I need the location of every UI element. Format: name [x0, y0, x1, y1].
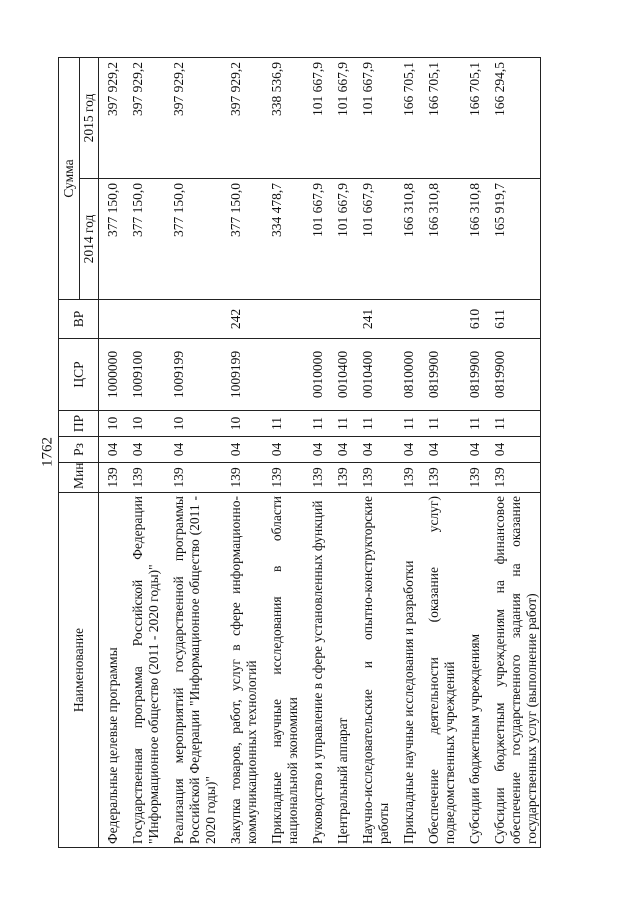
cell-name: Государственная программа Российской Федерации "Информационное общество (2011 - 2020 годы)"	[121, 493, 162, 848]
cell-vr	[99, 300, 122, 339]
header-row	[59, 57, 80, 847]
header-min: Мин	[59, 463, 99, 493]
cell-vr	[301, 300, 326, 339]
cell-csr: 0819900	[417, 339, 458, 411]
table-row	[392, 57, 417, 847]
page-number: 1762	[39, 437, 56, 467]
table-row	[458, 57, 483, 847]
cell-y2015: 397 929,2	[121, 57, 162, 178]
cell-y2014: 377 150,0	[99, 179, 122, 300]
cell-y2014: 166 310,8	[392, 179, 417, 300]
cell-vr: 241	[351, 300, 392, 339]
header-rz: Рз	[59, 437, 99, 463]
cell-name: Реализация мероприятий государственной программы Российской Федерации "Информационное общество (2011 - 2020 годы)"	[162, 493, 219, 848]
header-pr: ПР	[59, 411, 99, 437]
table-row	[162, 57, 219, 847]
cell-min: 139	[417, 463, 458, 493]
table-row	[260, 57, 301, 847]
cell-min: 139	[351, 463, 392, 493]
cell-rz: 04	[162, 437, 219, 463]
cell-csr: 1009199	[162, 339, 219, 411]
table-row	[219, 57, 260, 847]
cell-pr: 10	[219, 411, 260, 437]
table-row	[99, 57, 122, 847]
cell-csr: 0810000	[392, 339, 417, 411]
budget-table	[58, 57, 541, 848]
cell-name: Субсидии бюджетным учреждениям на финансовое обеспечение государственного задания на оказание государственных услуг (выполнение работ)	[483, 493, 541, 848]
cell-min: 139	[301, 463, 326, 493]
header-vr: ВР	[59, 300, 99, 339]
cell-vr	[260, 300, 301, 339]
cell-y2014: 101 667,9	[326, 179, 351, 300]
cell-min: 139	[99, 463, 122, 493]
table-row	[121, 57, 162, 847]
cell-pr: 11	[351, 411, 392, 437]
cell-name: Закупка товаров, работ, услуг в сфере информационно-коммуникационных технологий	[219, 493, 260, 848]
table-row	[351, 57, 392, 847]
cell-rz: 04	[417, 437, 458, 463]
cell-csr: 0010400	[326, 339, 351, 411]
cell-vr: 242	[219, 300, 260, 339]
cell-y2014: 165 919,7	[483, 179, 541, 300]
header-csr: ЦСР	[59, 339, 99, 411]
cell-min: 139	[326, 463, 351, 493]
cell-name: Прикладные научные исследования в области национальной экономики	[260, 493, 301, 848]
cell-rz: 04	[121, 437, 162, 463]
cell-min: 139	[162, 463, 219, 493]
cell-vr	[417, 300, 458, 339]
cell-name: Прикладные научные исследования и разработки	[392, 493, 417, 848]
cell-y2015: 166 705,1	[417, 57, 458, 178]
cell-y2014: 101 667,9	[351, 179, 392, 300]
rotated-page	[58, 58, 586, 848]
cell-pr: 10	[99, 411, 122, 437]
cell-y2015: 338 536,9	[260, 57, 301, 178]
cell-pr: 11	[417, 411, 458, 437]
cell-y2015: 101 667,9	[326, 57, 351, 178]
cell-y2015: 397 929,2	[219, 57, 260, 178]
cell-y2014: 334 478,7	[260, 179, 301, 300]
cell-rz: 04	[326, 437, 351, 463]
table-body	[99, 57, 541, 847]
cell-vr	[121, 300, 162, 339]
cell-csr	[260, 339, 301, 411]
cell-csr: 1000000	[99, 339, 122, 411]
cell-csr: 0819900	[458, 339, 483, 411]
table-row	[301, 57, 326, 847]
cell-min: 139	[483, 463, 541, 493]
cell-y2015: 397 929,2	[99, 57, 122, 178]
cell-name: Центральный аппарат	[326, 493, 351, 848]
cell-pr: 11	[458, 411, 483, 437]
cell-y2015: 166 294,5	[483, 57, 541, 178]
cell-pr: 10	[121, 411, 162, 437]
header-2015: 2015 год	[80, 57, 99, 178]
cell-y2014: 101 667,9	[301, 179, 326, 300]
header-2014: 2014 год	[80, 179, 99, 300]
cell-csr: 0819900	[483, 339, 541, 411]
cell-y2015: 166 705,1	[458, 57, 483, 178]
cell-rz: 04	[392, 437, 417, 463]
header-name: Наименование	[59, 493, 99, 848]
cell-name: Научно-исследовательские и опытно-конструкторские работы	[351, 493, 392, 848]
cell-rz: 04	[260, 437, 301, 463]
cell-name: Федеральные целевые программы	[99, 493, 122, 848]
cell-min: 139	[260, 463, 301, 493]
table-row	[326, 57, 351, 847]
cell-y2014: 377 150,0	[219, 179, 260, 300]
header-sum: Сумма	[59, 57, 80, 299]
cell-y2015: 166 705,1	[392, 57, 417, 178]
cell-rz: 04	[99, 437, 122, 463]
cell-min: 139	[219, 463, 260, 493]
cell-csr: 1009199	[219, 339, 260, 411]
cell-pr: 11	[260, 411, 301, 437]
cell-vr: 610	[458, 300, 483, 339]
cell-pr: 11	[392, 411, 417, 437]
cell-csr: 0010400	[351, 339, 392, 411]
cell-csr: 1009100	[121, 339, 162, 411]
table-row	[483, 57, 541, 847]
cell-y2014: 377 150,0	[121, 179, 162, 300]
cell-min: 139	[121, 463, 162, 493]
cell-y2015: 101 667,9	[301, 57, 326, 178]
cell-vr: 611	[483, 300, 541, 339]
cell-rz: 04	[351, 437, 392, 463]
cell-pr: 11	[326, 411, 351, 437]
cell-pr: 10	[162, 411, 219, 437]
cell-name: Субсидии бюджетным учреждениям	[458, 493, 483, 848]
cell-vr	[392, 300, 417, 339]
cell-pr: 11	[483, 411, 541, 437]
cell-rz: 04	[301, 437, 326, 463]
cell-y2015: 397 929,2	[162, 57, 219, 178]
cell-rz: 04	[219, 437, 260, 463]
cell-min: 139	[392, 463, 417, 493]
cell-pr: 11	[301, 411, 326, 437]
cell-y2014: 166 310,8	[417, 179, 458, 300]
table-row	[417, 57, 458, 847]
cell-rz: 04	[458, 437, 483, 463]
cell-csr: 0010000	[301, 339, 326, 411]
cell-vr	[162, 300, 219, 339]
cell-rz: 04	[483, 437, 541, 463]
cell-min: 139	[458, 463, 483, 493]
cell-y2014: 377 150,0	[162, 179, 219, 300]
cell-y2014: 166 310,8	[458, 179, 483, 300]
cell-name: Обеспечение деятельности (оказание услуг) подведомственных учреждений	[417, 493, 458, 848]
cell-vr	[326, 300, 351, 339]
cell-name: Руководство и управление в сфере установленных функций	[301, 493, 326, 848]
cell-y2015: 101 667,9	[351, 57, 392, 178]
